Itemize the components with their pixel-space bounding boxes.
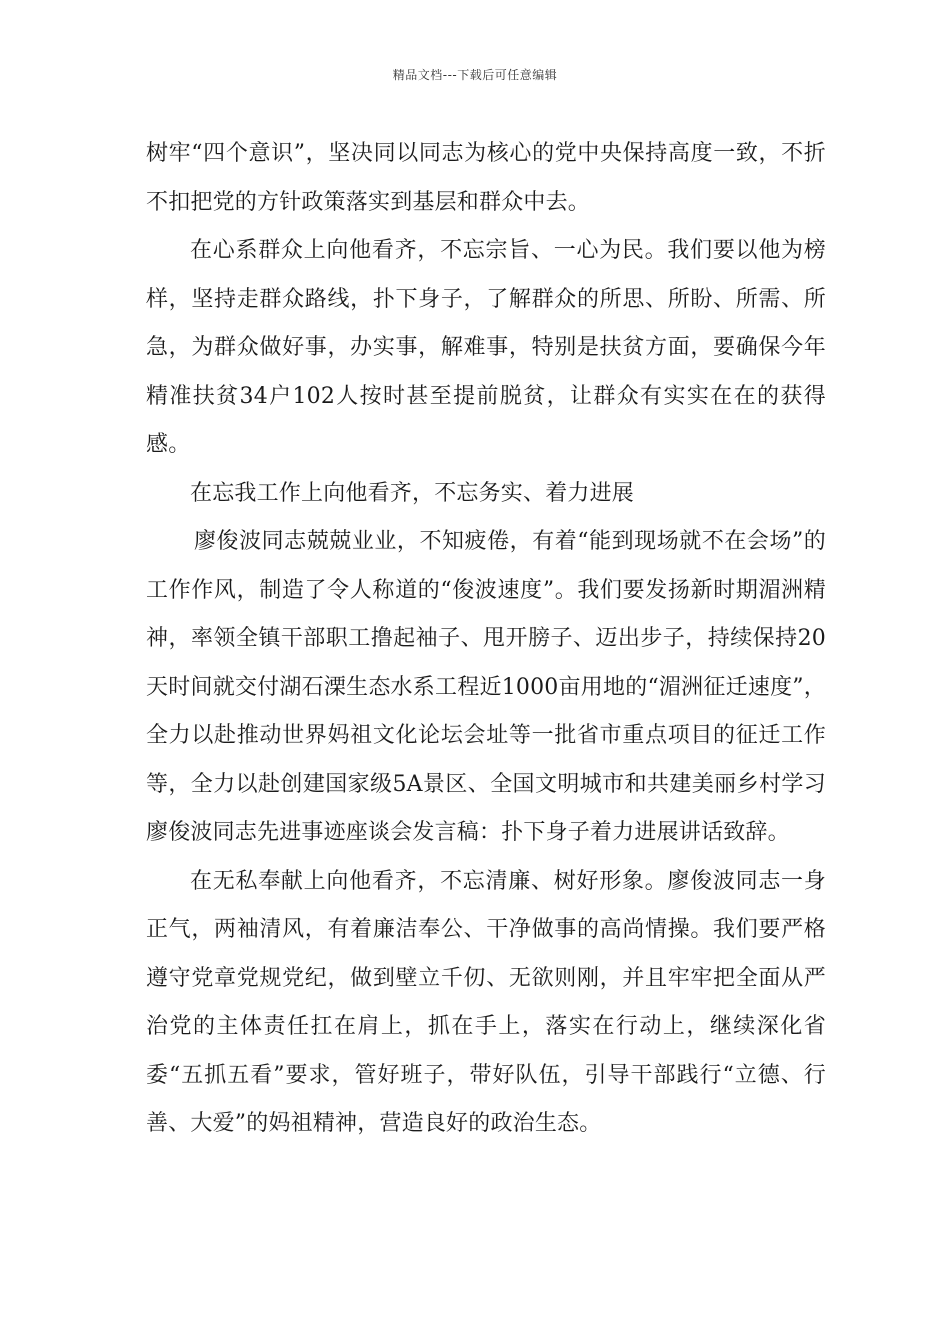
document-body: [146, 130, 826, 1149]
paragraph-serve-the-people: 在心系群众上向他看齐，不忘宗旨、一心为民。我们要以他为榜样，坚持走群众路线，扑下身子，了解群众的所思、所盼、所需、所急，为群众做好事，办实事，解难事，特别是扶贫方面，要确保今年精准扶贫34户102人按时甚至提前脱贫，让群众有实实在在的获得感。: [146, 238, 826, 457]
paragraph-work-style: 廖俊波同志兢兢业业，不知疲倦，有着“能到现场就不在会场”的工作作风，制造了令人称道的“俊波速度”。我们要发扬新时期湄洲精神，率领全镇干部职工撸起袖子、甩开膀子、迈出步子，持续保持20天时间就交付湖石溧生态水系工程近1000亩用地的“湄洲征迁速度”，全力以赴推动世界妈祖文化论坛会址等一批省市重点项目的征迁工作等，全力以赴创建国家级5A景区、全国文明城市和共建美丽乡村学习廖俊波同志先进事迹座谈会发言稿：扑下身子着力进展讲话致辞。: [146, 529, 826, 845]
page-header: 精品文档---下载后可任意编辑: [392, 68, 558, 82]
paragraph-section-heading: 在忘我工作上向他看齐，不忘务实、着力进展: [190, 480, 635, 506]
paragraph-integrity: 在无私奉献上向他看齐，不忘清廉、树好形象。廖俊波同志一身正气，两袖清风，有着廉洁奉公、干净做事的高尚情操。我们要严格遵守党章党规党纪，做到壁立千仞、无欲则刚，并且牢牢把全面从严治党的主体责任扛在肩上，抓在手上，落实在行动上，继续深化省委“五抓五看”要求，管好班子，带好队伍，引导干部践行“立德、行善、大爱”的妈祖精神，营造良好的政治生态。: [146, 868, 826, 1136]
paragraph-continuation: 树牢“四个意识”，坚决同以同志为核心的党中央保持高度一致，不折不扣把党的方针政策落实到基层和群众中去。: [146, 141, 826, 215]
